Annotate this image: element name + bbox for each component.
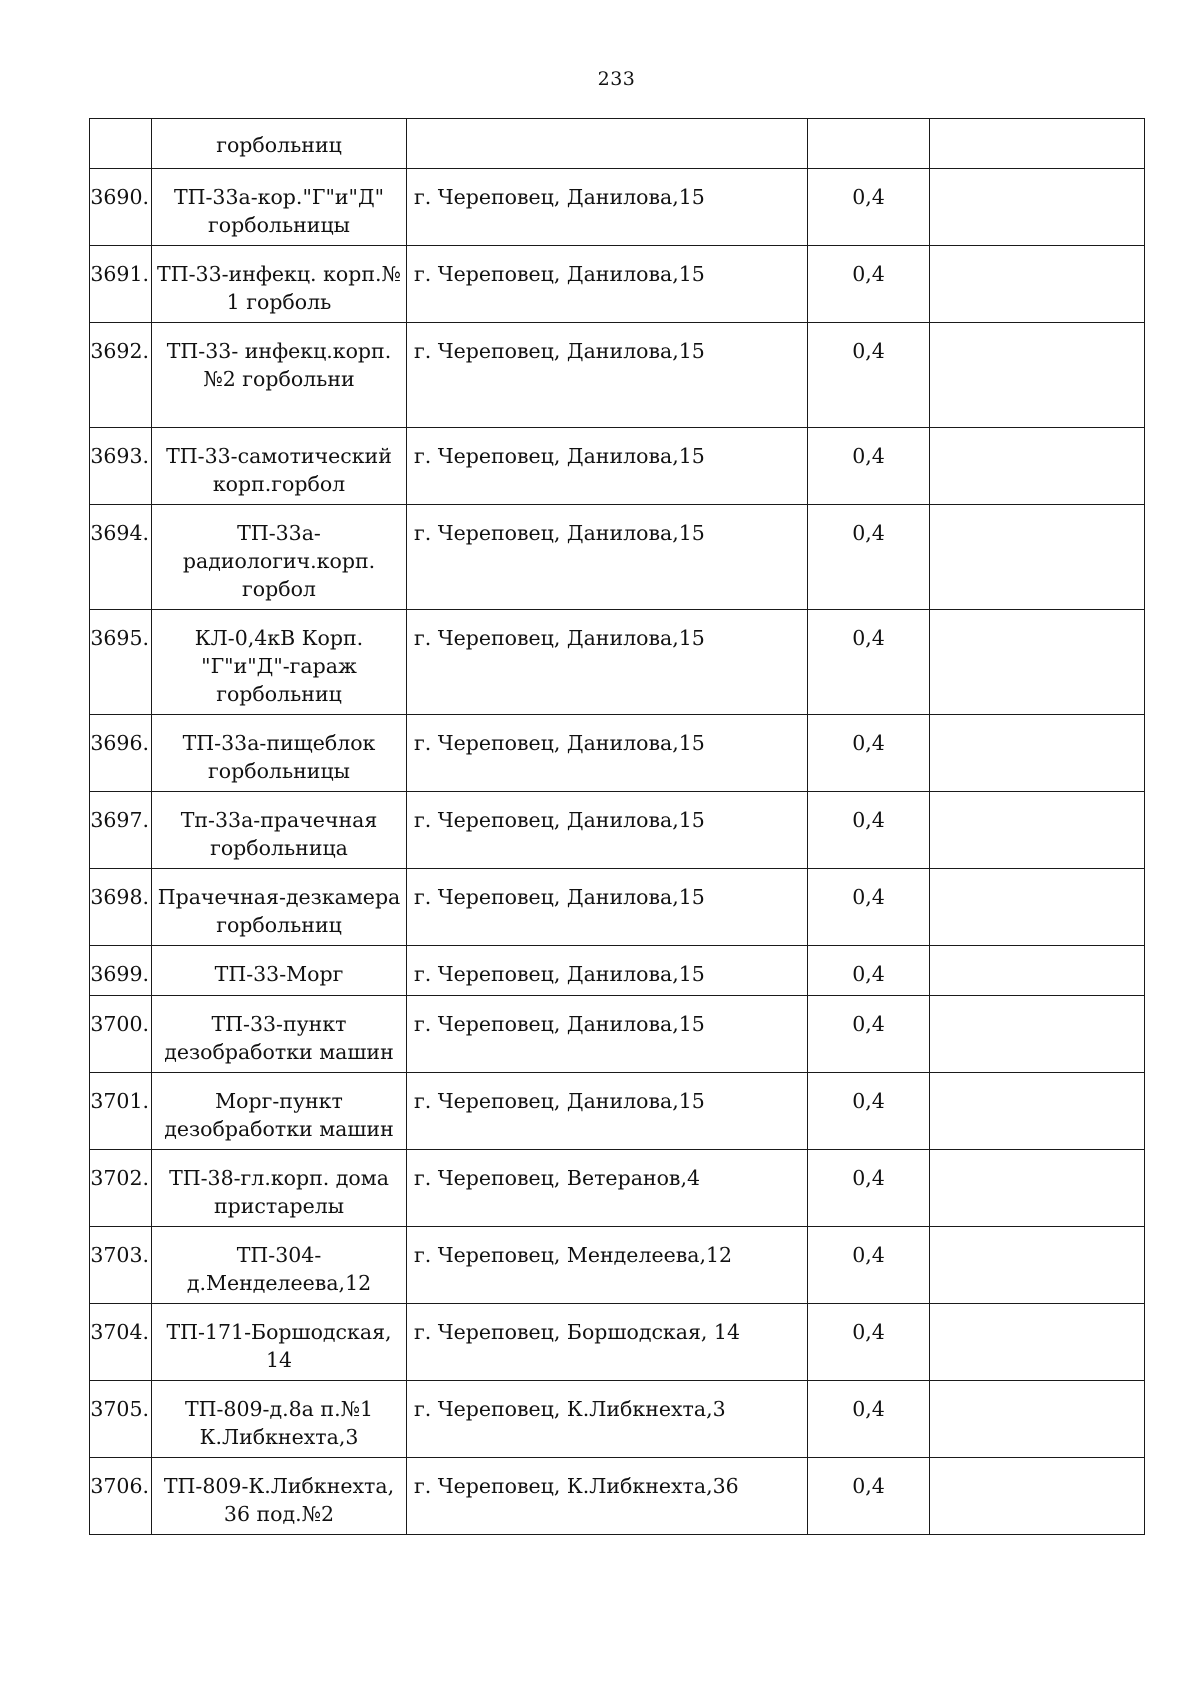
row-number-cell: 3699. [90,946,152,996]
voltage-cell: 0,4 [808,1150,930,1227]
row-number-cell: 3706. [90,1458,152,1535]
table-row [90,323,1145,428]
extra-cell [930,1458,1145,1535]
extra-cell [930,610,1145,715]
table-row [90,1073,1145,1150]
table-row [90,1304,1145,1381]
address-cell: г. Череповец, Ветеранов,4 [407,1150,808,1227]
object-name-cell: ТП-33а- радиологич.корп. горбол [152,505,407,610]
table-row [90,996,1145,1073]
voltage-cell: 0,4 [808,323,930,428]
row-number-cell: 3704. [90,1304,152,1381]
address-cell: г. Череповец, Данилова,15 [407,169,808,246]
object-name-cell: ТП-809-д.8а п.№1 К.Либкнехта,3 [152,1381,407,1458]
address-cell: г. Череповец, Данилова,15 [407,946,808,996]
table-row [90,169,1145,246]
address-cell: г. Череповец, Боршодская, 14 [407,1304,808,1381]
object-name-cell: ТП-33а-кор."Г"и"Д" горбольницы [152,169,407,246]
object-name-cell: КЛ-0,4кВ Корп. "Г"и"Д"-гараж горбольниц [152,610,407,715]
extra-cell [930,428,1145,505]
table-row [90,1227,1145,1304]
object-name-cell: ТП-33-самотический корп.горбол [152,428,407,505]
voltage-cell: 0,4 [808,792,930,869]
object-name-cell: ТП-33а-пищеблок горбольницы [152,715,407,792]
extra-cell [930,792,1145,869]
object-name-cell: ТП-38-гл.корп. дома пристарелы [152,1150,407,1227]
voltage-cell: 0,4 [808,505,930,610]
table-row [90,869,1145,946]
extra-cell [930,1381,1145,1458]
row-number-cell: 3702. [90,1150,152,1227]
row-number-cell: 3696. [90,715,152,792]
row-number-cell: 3694. [90,505,152,610]
address-cell: г. Череповец, Данилова,15 [407,996,808,1073]
table-row [90,610,1145,715]
address-cell: г. Череповец, Данилова,15 [407,610,808,715]
table-row [90,246,1145,323]
extra-cell [930,996,1145,1073]
voltage-cell [808,119,930,169]
extra-cell [930,1073,1145,1150]
row-number-cell: 3703. [90,1227,152,1304]
voltage-cell: 0,4 [808,428,930,505]
row-number-cell: 3690. [90,169,152,246]
address-cell: г. Череповец, Данилова,15 [407,715,808,792]
address-cell [407,119,808,169]
row-number-cell: 3693. [90,428,152,505]
object-name-cell: ТП-33-инфекц. корп.№ 1 горболь [152,246,407,323]
row-number-cell: 3695. [90,610,152,715]
address-cell: г. Череповец, К.Либкнехта,36 [407,1458,808,1535]
table-row [90,1150,1145,1227]
object-name-cell: Прачечная-дезкамера горбольниц [152,869,407,946]
object-name-cell: Тп-33а-прачечная горбольница [152,792,407,869]
extra-cell [930,1304,1145,1381]
object-name-cell: ТП-33-пункт дезобработки машин [152,996,407,1073]
table-row [90,505,1145,610]
voltage-cell: 0,4 [808,1227,930,1304]
voltage-cell: 0,4 [808,1073,930,1150]
extra-cell [930,1150,1145,1227]
row-number-cell: 3701. [90,1073,152,1150]
voltage-cell: 0,4 [808,715,930,792]
row-number-cell: 3700. [90,996,152,1073]
table-row [90,1458,1145,1535]
object-name-cell: ТП-304- д.Менделеева,12 [152,1227,407,1304]
address-cell: г. Череповец, Данилова,15 [407,505,808,610]
object-name-cell: ТП-809-К.Либкнехта, 36 под.№2 [152,1458,407,1535]
extra-cell [930,715,1145,792]
voltage-cell: 0,4 [808,996,930,1073]
table-row [90,119,1145,169]
voltage-cell: 0,4 [808,169,930,246]
voltage-cell: 0,4 [808,246,930,323]
object-name-cell: ТП-33-Морг [152,946,407,996]
row-number-cell [90,119,152,169]
extra-cell [930,169,1145,246]
voltage-cell: 0,4 [808,1304,930,1381]
address-cell: г. Череповец, Данилова,15 [407,792,808,869]
extra-cell [930,1227,1145,1304]
voltage-cell: 0,4 [808,1381,930,1458]
extra-cell [930,946,1145,996]
address-cell: г. Череповец, Данилова,15 [407,1073,808,1150]
row-number-cell: 3698. [90,869,152,946]
address-cell: г. Череповец, К.Либкнехта,3 [407,1381,808,1458]
extra-cell [930,246,1145,323]
object-name-cell: Морг-пункт дезобработки машин [152,1073,407,1150]
extra-cell [930,119,1145,169]
page-number: 233 [597,68,636,90]
voltage-cell: 0,4 [808,946,930,996]
row-number-cell: 3705. [90,1381,152,1458]
address-cell: г. Череповец, Данилова,15 [407,428,808,505]
object-name-cell: ТП-33- инфекц.корп.№2 горбольни [152,323,407,428]
registry-table [89,118,1145,1535]
extra-cell [930,869,1145,946]
registry-table-body [90,119,1145,1535]
table-row [90,792,1145,869]
row-number-cell: 3691. [90,246,152,323]
address-cell: г. Череповец, Данилова,15 [407,323,808,428]
extra-cell [930,323,1145,428]
table-row [90,946,1145,996]
voltage-cell: 0,4 [808,610,930,715]
row-number-cell: 3697. [90,792,152,869]
row-number-cell: 3692. [90,323,152,428]
address-cell: г. Череповец, Данилова,15 [407,869,808,946]
table-row [90,1381,1145,1458]
table-row [90,715,1145,792]
extra-cell [930,505,1145,610]
table-row [90,428,1145,505]
object-name-cell: горбольниц [152,119,407,169]
object-name-cell: ТП-171-Боршодская, 14 [152,1304,407,1381]
address-cell: г. Череповец, Данилова,15 [407,246,808,323]
voltage-cell: 0,4 [808,869,930,946]
address-cell: г. Череповец, Менделеева,12 [407,1227,808,1304]
voltage-cell: 0,4 [808,1458,930,1535]
